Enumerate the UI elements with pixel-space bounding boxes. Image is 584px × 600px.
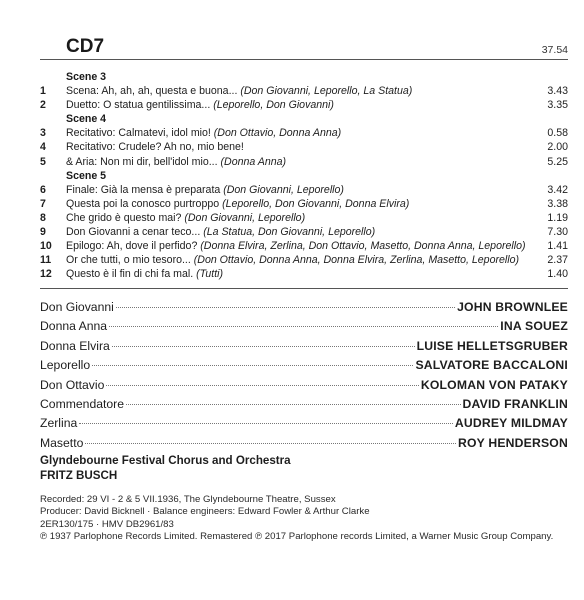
track-title-text: Don Giovanni a cenar teco... (66, 226, 204, 239)
track-row (40, 84, 568, 98)
role-name: Zerlina (40, 416, 78, 431)
role-name: Donna Anna (40, 319, 108, 334)
track-roles: (Don Ottavio, Donna Anna, Donna Elvira, Zerlina, Masetto, Leporello) (193, 254, 520, 267)
track-title (66, 183, 543, 197)
performer-name: KOLOMAN VON PATAKY (420, 377, 568, 392)
track-roles: (Donna Anna) (220, 155, 287, 168)
track-title-text: Recitativo: Crudele? Ah no, mio bene! (66, 141, 244, 154)
track-roles: (Leporello, Don Giovanni, Donna Elvira) (222, 197, 410, 210)
role-name: Commendatore (40, 396, 124, 411)
track-roles: (Leporello, Don Giovanni) (213, 99, 334, 112)
track-row (40, 126, 568, 140)
track-number: 5 (40, 155, 46, 168)
dot-leader (79, 423, 453, 424)
track-row (40, 155, 568, 169)
track-list (40, 70, 568, 281)
track-title-text: Che grido è questo mai? (66, 211, 185, 224)
track-row (40, 140, 568, 154)
dot-leader (92, 365, 413, 366)
track-roles: (La Statua, Don Giovanni, Leporello) (203, 226, 376, 239)
scene-heading: Scene 4 (66, 113, 107, 126)
scene-heading: Scene 3 (66, 71, 107, 83)
track-title (66, 225, 543, 239)
track-title-text: Epilogo: Ah, dove il perfido? (66, 240, 201, 253)
track-title (66, 155, 543, 169)
performer-name: SALVATORE BACCALONI (415, 358, 568, 373)
track-number: 9 (40, 226, 46, 239)
recorded-line: Recorded: 29 VI - 2 & 5 VII.1936, The Glyndebourne Theatre, Sussex (40, 494, 336, 505)
role-name: Donna Elvira (40, 338, 110, 353)
track-title-text: Duetto: O statua gentilissima... (66, 99, 214, 112)
track-duration: 1.41 (547, 240, 568, 253)
track-number: 7 (40, 197, 46, 210)
producer-line: Producer: David Bicknell · Balance engineers: Edward Fowler & Arthur Clarke (40, 506, 370, 518)
track-number: 1 (40, 85, 46, 98)
cast-row (40, 319, 568, 338)
cast-row (40, 378, 568, 397)
track-row (40, 183, 568, 197)
cast-divider (40, 288, 568, 289)
track-roles: (Tutti) (196, 268, 224, 281)
track-duration: 3.38 (547, 197, 568, 210)
track-title-text: Questa poi la conosco purtroppo (66, 197, 223, 210)
role-name: Don Giovanni (40, 300, 114, 314)
cast-row (40, 358, 568, 377)
track-duration: 5.25 (547, 155, 568, 168)
track-title (66, 140, 543, 154)
track-duration: 7.30 (547, 226, 568, 239)
track-duration: 2.00 (547, 141, 568, 154)
performer-name: DAVID FRANKLIN (462, 396, 568, 411)
track-title (66, 197, 543, 211)
performer-name: INA SOUEZ (500, 319, 568, 334)
track-title (66, 239, 543, 253)
track-title-text: & Aria: Non mi dir, bell'idol mio... (66, 155, 221, 168)
scene-heading: Scene 5 (66, 169, 107, 182)
track-duration: 3.43 (547, 85, 568, 98)
dot-leader (116, 307, 455, 308)
track-title (66, 267, 543, 281)
header-divider (40, 59, 568, 60)
track-row (40, 225, 568, 239)
track-title-text: Scena: Ah, ah, ah, questa e buona... (66, 85, 241, 98)
cast-list (40, 300, 568, 455)
track-number: 4 (40, 141, 46, 154)
role-name: Leporello (40, 358, 91, 373)
role-name: Masetto (40, 435, 84, 450)
recording-notes (40, 494, 570, 543)
track-number: 2 (40, 99, 46, 112)
dot-leader (109, 326, 498, 327)
track-number: 10 (40, 240, 52, 253)
chorus-orchestra: Glyndebourne Festival Chorus and Orchestra (40, 454, 291, 467)
track-row (40, 253, 568, 267)
performer-name: AUDREY MILDMAY (454, 416, 568, 431)
track-duration: 0.58 (547, 127, 568, 140)
track-title-text: Finale: Già la mensa è preparata (66, 183, 224, 196)
performer-name: ROY HENDERSON (457, 435, 568, 450)
track-roles: (Don Giovanni, Leporello) (184, 211, 306, 224)
track-row (40, 98, 568, 112)
performer-name: JOHN BROWNLEE (457, 300, 568, 314)
track-row (40, 197, 568, 211)
dot-leader (112, 346, 415, 347)
dot-leader (126, 404, 461, 405)
dot-leader (106, 385, 419, 386)
track-title (66, 84, 543, 98)
dot-leader (85, 443, 456, 444)
track-duration: 1.40 (547, 268, 568, 281)
track-number: 8 (40, 211, 46, 224)
track-roles: (Donna Elvira, Zerlina, Don Ottavio, Masetto, Donna Anna, Leporello) (200, 240, 526, 253)
track-roles: (Don Giovanni, Leporello, La Statua) (240, 85, 413, 98)
copyright-line: ℗ 1937 Parlophone Records Limited. Remastered ℗ 2017 Parlophone records Limited, a Warner Music Group Company. (40, 530, 554, 542)
track-duration: 1.19 (547, 211, 568, 224)
track-row (40, 267, 568, 281)
performer-name: LUISE HELLETSGRUBER (416, 338, 568, 353)
role-name: Don Ottavio (40, 377, 105, 392)
track-row (40, 211, 568, 225)
track-duration: 3.35 (547, 99, 568, 112)
track-title-text: Recitativo: Calmatevi, idol mio! (66, 127, 214, 140)
cast-row (40, 339, 568, 358)
disc-header (40, 30, 568, 66)
track-row (40, 239, 568, 253)
cast-row (40, 397, 568, 416)
cast-row (40, 416, 568, 435)
catalogue-line: 2ER130/175 · HMV DB2961/83 (40, 518, 174, 530)
disc-total-time: 37.54 (541, 44, 568, 56)
track-title (66, 253, 543, 267)
track-roles: (Don Ottavio, Donna Anna) (213, 127, 342, 140)
track-title-text: Or che tutti, o mio tesoro... (66, 254, 194, 267)
track-number: 12 (40, 268, 52, 281)
ensemble-credits (40, 453, 291, 483)
track-number: 6 (40, 183, 46, 196)
track-title (66, 98, 543, 112)
disc-title: CD7 (66, 36, 105, 57)
track-duration: 3.42 (547, 183, 568, 196)
track-title-text: Questo è il fin di chi fa mal. (66, 268, 197, 281)
track-duration: 2.37 (547, 254, 568, 267)
track-title (66, 126, 543, 140)
track-number: 11 (40, 254, 52, 267)
cast-row (40, 300, 568, 319)
track-roles: (Don Giovanni, Leporello) (223, 183, 344, 196)
track-title (66, 211, 543, 225)
track-number: 3 (40, 127, 46, 140)
conductor: FRITZ BUSCH (40, 469, 118, 482)
